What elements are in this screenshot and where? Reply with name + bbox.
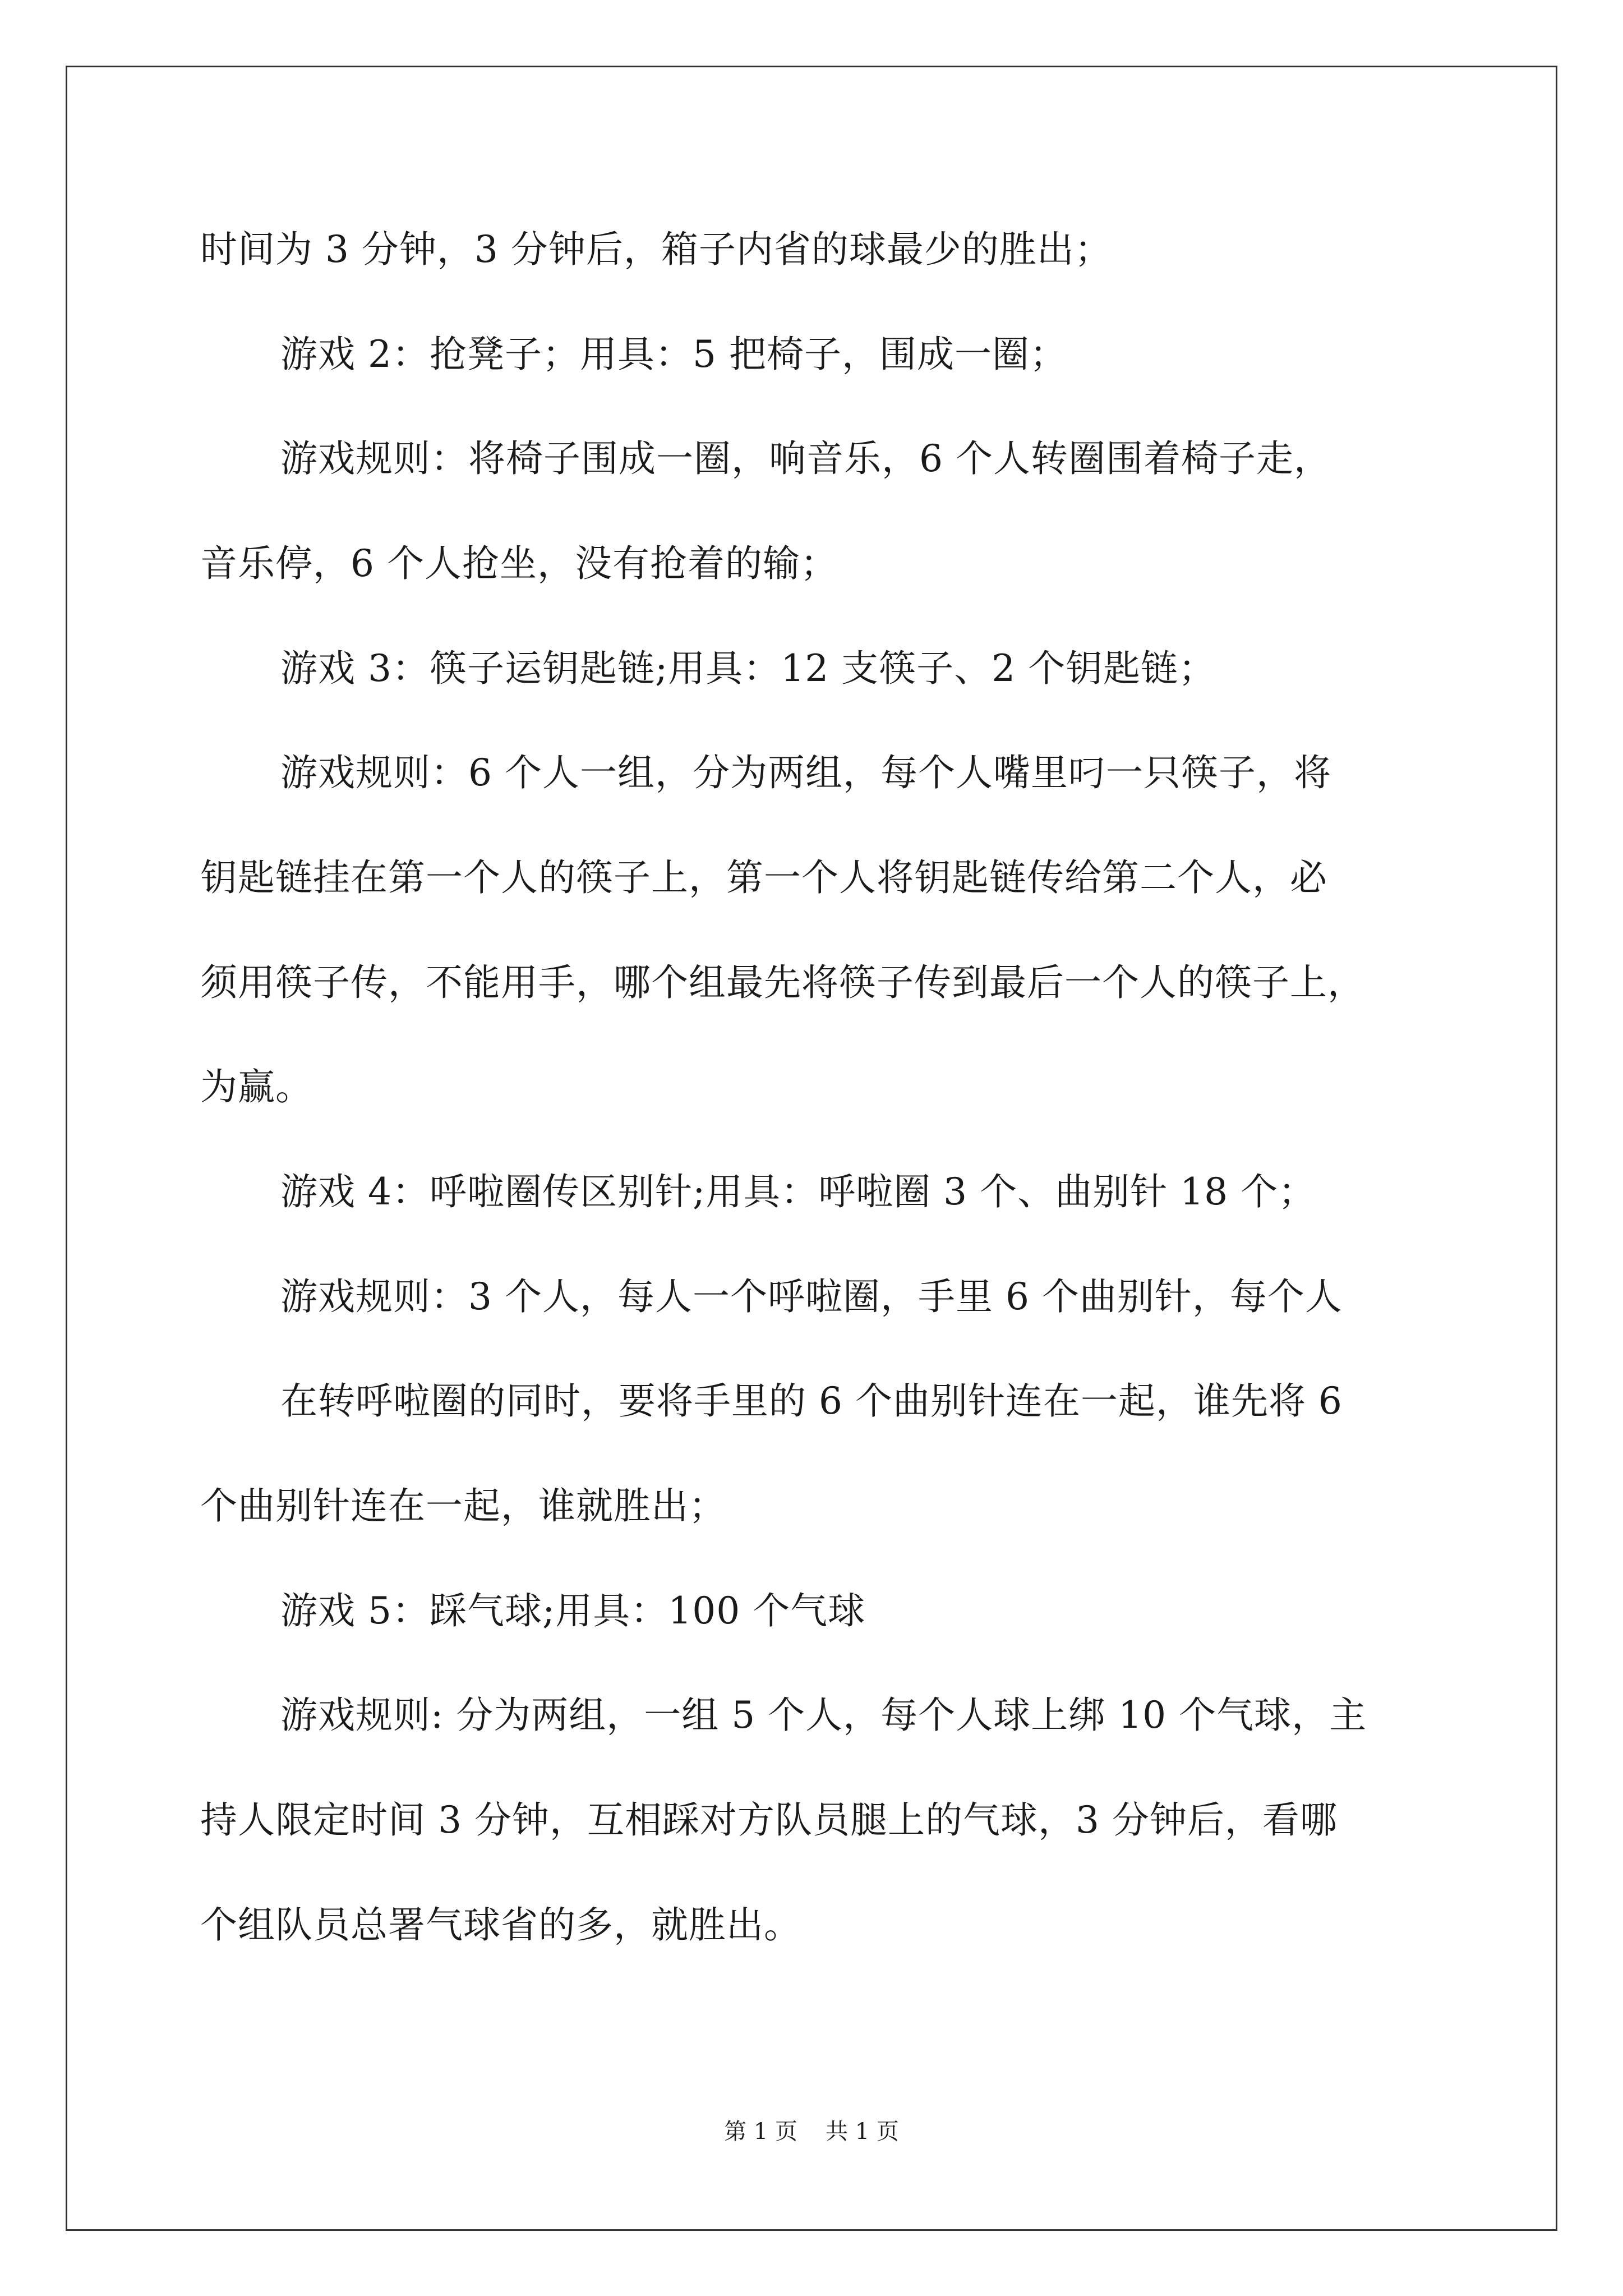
text-line: 游戏规则：3 个人，每人一个呼啦圈，手里 6 个曲别针，每个人: [280, 1275, 1343, 1318]
page-number: 第 1 页: [724, 2119, 797, 2145]
text-line: 钥匙链挂在第一个人的筷子上，第一个人将钥匙链传给第二个人，必: [200, 856, 1327, 899]
text-line: 游戏 3：筷子运钥匙链;用具：12 支筷子、2 个钥匙链；: [280, 647, 1216, 690]
text-line: 在转呼啦圈的同时，要将手里的 6 个曲别针连在一起，谁先将 6: [280, 1379, 1343, 1423]
text-line: 为赢。: [200, 1065, 313, 1108]
page-total: 共 1 页: [826, 2119, 899, 2145]
text-line: 个组队员总署气球省的多，就胜出。: [200, 1903, 801, 1947]
text-line: 个曲别针连在一起，谁就胜出；: [200, 1484, 726, 1527]
text-line: 游戏 2：抢凳子；用具：5 把椅子，围成一圈；: [280, 333, 1067, 376]
text-line: 持人限定时间 3 分钟，互相踩对方队员腿上的气球，3 分钟后，看哪: [200, 1798, 1338, 1842]
text-line: 音乐停，6 个人抢坐，没有抢着的输；: [200, 542, 838, 585]
page-footer: [0, 2116, 1623, 2147]
text-line: 游戏 4：呼啦圈传区别针;用具：呼啦圈 3 个、曲别针 18 个；: [280, 1170, 1316, 1213]
text-line: 游戏规则：6 个人一组，分为两组，每个人嘴里叼一只筷子，将: [280, 751, 1331, 794]
text-line: 游戏规则：将椅子围成一圈，响音乐，6 个人转圈围着椅子走，: [280, 437, 1331, 480]
text-line: 须用筷子传，不能用手，哪个组最先将筷子传到最后一个人的筷子上，: [200, 961, 1365, 1004]
text-line: 时间为 3 分钟，3 分钟后，箱子内省的球最少的胜出；: [200, 228, 1112, 271]
text-line: 游戏 5：踩气球;用具：100 个气球: [280, 1589, 866, 1632]
text-line: 游戏规则: 分为两组，一组 5 个人，每个人球上绑 10 个气球，主: [280, 1694, 1367, 1737]
